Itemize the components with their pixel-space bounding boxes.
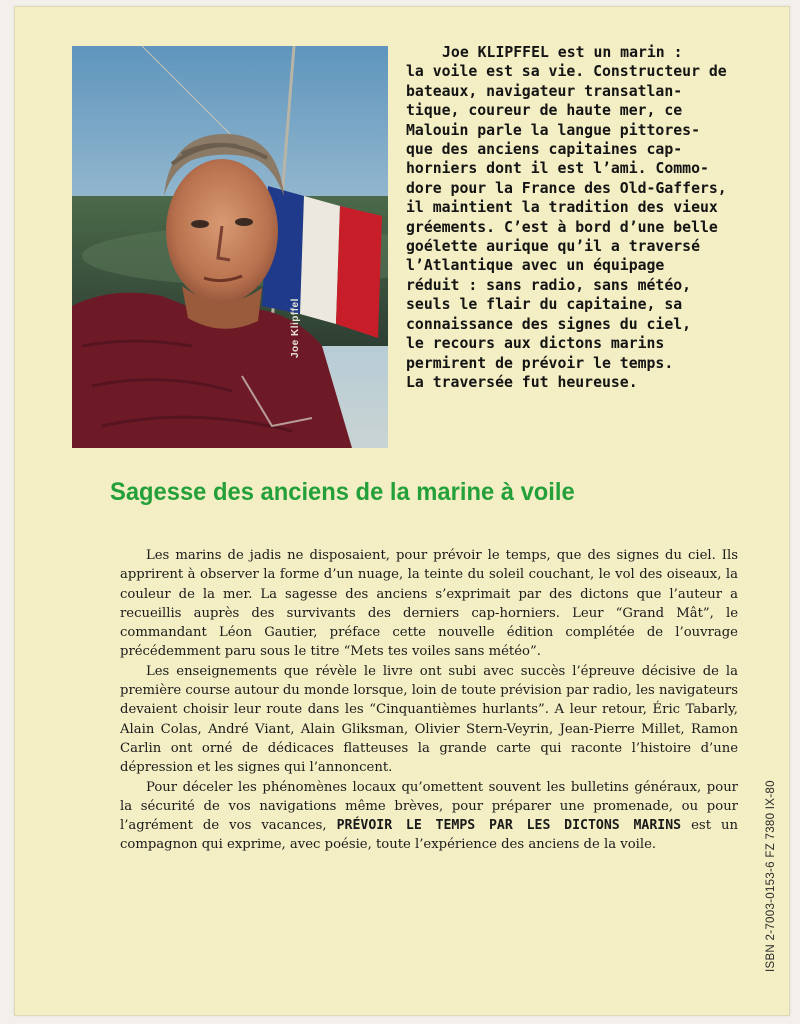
- author-photo: [72, 46, 388, 448]
- photo-credit: Joe Klipffel: [290, 298, 301, 358]
- bio-line: tique, coureur de haute mer, ce: [406, 102, 683, 120]
- bio-line: La traversée fut heureuse.: [406, 373, 638, 391]
- bio-line: la voile est sa vie. Constructeur de: [406, 63, 727, 81]
- bio-line: permirent de prévoir le temps.: [406, 354, 674, 372]
- bio-line: connaissance des signes du ciel,: [406, 315, 692, 333]
- bio-line: réduit : sans radio, sans météo,: [406, 276, 692, 294]
- bio-line: gréements. C’est à bord d’une belle: [406, 218, 718, 236]
- description-text: [120, 546, 738, 855]
- paragraph: Les enseignements que révèle le livre ont subi avec succès l’épreuve décisive de la première course autour du monde lorsque, loin de toute prévision par radio, les navigateurs devaient choisir leur route dans les “Cinquantièmes hurlants”. A leur retour, Éric Tabarly, Alain Colas, André Viant, Alain Gliksman, Olivier Stern-Veyrin, Jean-Pierre Millet, Ramon Carlin ont orné de dédicaces flatteuses la grande carte qui raconte l’histoire d’une dépression et les signes qui l’annoncent.: [120, 663, 738, 776]
- bio-line: Malouin parle la langue pittores-: [406, 121, 700, 139]
- paragraph: [120, 778, 738, 855]
- book-title: PRÉVOIR LE TEMPS PAR LES DICTONS MARINS: [336, 818, 682, 834]
- author-bio: [406, 43, 736, 392]
- paragraph-text: Pour déceler les phénomènes locaux qu’omettent souvent les bulletins généraux, pour la sécurité de vos navigations même brèves, pour préparer une promenade, ou pour l’agrément de vos vacances,: [120, 779, 738, 834]
- bio-line: dore pour la France des Old-Gaffers,: [406, 179, 727, 197]
- section-heading: Sagesse des anciens de la marine à voile: [110, 478, 575, 506]
- paragraph-text: est un compagnon qui exprime, avec poésie, toute l’expérience des anciens de la voile.: [120, 818, 738, 853]
- bio-line: goélette aurique qu’il a traversé: [406, 238, 700, 256]
- bio-line: le recours aux dictons marins: [406, 335, 665, 353]
- bio-line: bateaux, navigateur transatlan-: [406, 82, 683, 100]
- bio-line: l’Atlantique avec un équipage: [406, 257, 665, 275]
- bio-line: seuls le flair du capitaine, sa: [406, 296, 683, 314]
- bio-line: horniers dont il est l’ami. Commo-: [406, 160, 709, 178]
- bio-line: que des anciens capitaines cap-: [406, 141, 683, 159]
- isbn-code: ISBN 2-7003-0153-6 FZ 7380 IX-80: [765, 780, 777, 972]
- bio-line: il maintient la tradition des vieux: [406, 199, 718, 217]
- paragraph: Les marins de jadis ne disposaient, pour prévoir le temps, que des signes du ciel. Ils apprirent à observer la forme d’un nuage, la teinte du soleil couchant, le vol des oiseaux, la couleur de la mer. La sagesse des anciens s’exprimait par des dictons que l’auteur a recueillis auprès des survivants des derniers cap-horniers. Leur “Grand Mât”, le commandant Léon Gautier, préface cette nouvelle édition complétée de l’ouvrage précédemment paru sous le titre “Mets tes voiles sans météo”.: [120, 548, 738, 660]
- bio-line: Joe KLIPFFEL est un marin :: [442, 44, 683, 61]
